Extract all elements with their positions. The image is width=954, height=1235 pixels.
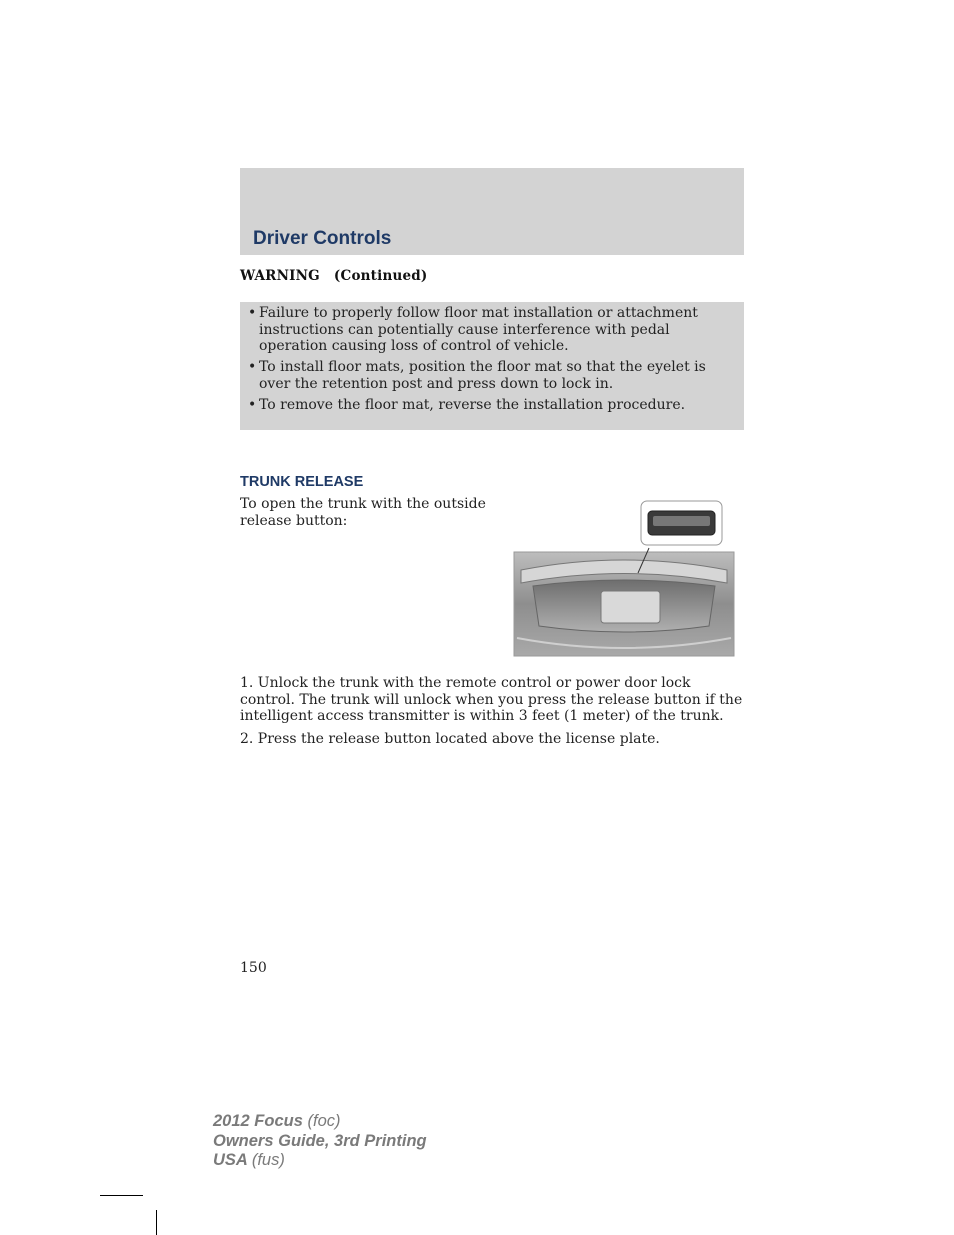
warning-bullet	[248, 305, 734, 355]
footer-model-code: (foc)	[307, 1112, 341, 1130]
footer-line-2: Owners Guide, 3rd Printing	[213, 1131, 427, 1150]
crop-mark-horizontal	[100, 1195, 143, 1196]
footer-model: 2012 Focus	[213, 1112, 303, 1130]
warning-bullet	[248, 359, 734, 392]
bullet-icon: •	[248, 396, 257, 413]
page-number: 150	[240, 960, 267, 976]
warning-list	[248, 305, 734, 413]
bullet-icon: •	[248, 359, 257, 375]
trunk-release-intro: To open the trunk with the outside release button:	[240, 496, 486, 529]
trunk-release-step-2: 2. Press the release button located above the license plate.	[240, 731, 660, 747]
footer-market-code: (fus)	[251, 1151, 285, 1169]
warning-box	[240, 302, 744, 430]
warning-bullet	[248, 397, 734, 414]
warning-heading	[240, 268, 441, 284]
warning-label: WARNING	[240, 268, 320, 284]
footer-line-3	[213, 1151, 427, 1171]
warning-bullet-text: Failure to properly follow floor mat installation or attachment instructions can potentially cause interference with pedal operation causing loss of control of vehicle.	[259, 305, 698, 354]
footer-market: USA	[213, 1151, 248, 1169]
warning-continued: (Continued)	[333, 268, 428, 284]
trunk-release-step-1: 1. Unlock the trunk with the remote control or power door lock control. The trunk will unlock when you press the release button if the intelligent access transmitter is within 3 feet (1 meter) of the trunk.	[240, 675, 743, 724]
trunk-release-heading: TRUNK RELEASE	[240, 474, 364, 490]
warning-bullet-text: To remove the floor mat, reverse the installation procedure.	[259, 396, 686, 413]
footer-line-1	[213, 1112, 427, 1132]
footer-edition-info	[213, 1112, 427, 1171]
section-title: Driver Controls	[253, 228, 392, 249]
crop-mark-vertical	[156, 1210, 157, 1235]
trunk-release-illustration	[513, 498, 735, 658]
warning-bullet-text: To install floor mats, position the floor mat so that the eyelet is over the retention post and press down to lock in.	[259, 359, 706, 392]
bullet-icon: •	[248, 305, 257, 321]
